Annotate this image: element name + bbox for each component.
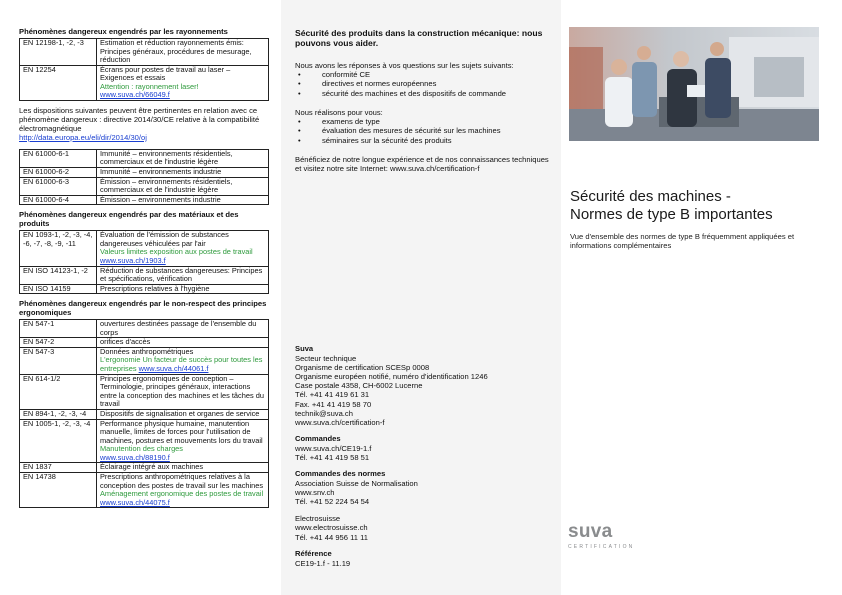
norm-link[interactable]: www.suva.ch/1903.f <box>100 255 166 265</box>
norm-text: orifices d'accès <box>97 338 269 348</box>
left-panel <box>0 0 281 595</box>
norm-code: EN ISO 14123-1, -2 <box>20 266 97 284</box>
section-title-radiation: Phénomènes dangereux engendrés par les rayonnements <box>19 27 228 36</box>
contact-block <box>295 345 553 568</box>
table-row <box>20 320 269 338</box>
radiation-table <box>19 38 269 101</box>
list-item: • séminaires sur la sécurité des produits <box>295 136 553 146</box>
norm-text: Éclairage intégré aux machines <box>97 463 269 473</box>
norm-text: Écrans pour postes de travail au laser – Exigences et essais <box>100 64 231 83</box>
electrosuisse-name: Electrosuisse <box>295 514 341 524</box>
norm-text: Émission – environnements résidentiels, commerciaux et de l'industrie légère <box>97 177 269 195</box>
norm-link[interactable]: www.suva.ch/66049.f <box>100 90 170 100</box>
materials-table <box>19 230 269 294</box>
norms-url[interactable]: www.snv.ch <box>295 488 335 498</box>
services-list <box>295 117 553 146</box>
norm-text: Dispositifs de signalisation et organes de service <box>97 409 269 419</box>
table-row <box>20 177 269 195</box>
norm-text: Prescriptions anthropométriques relatives à la conception des postes de travail sur les machines <box>100 471 264 490</box>
contact-website[interactable]: www.suva.ch/certification-f <box>295 417 385 427</box>
table-row <box>20 195 269 205</box>
norm-code: EN 61000-6-3 <box>20 177 97 195</box>
norm-note: Attention : rayonnement laser! <box>100 81 199 91</box>
ergonomics-table <box>19 319 269 508</box>
norm-text: Prescriptions relatives à l'hygiène <box>97 284 269 294</box>
norm-text: Performance physique humaine, manutention manuelle, limites de forces pour l'utilisation de machines, postures et mouvements lors du travail <box>100 418 263 445</box>
contact-line: Secteur technique <box>295 353 357 363</box>
norm-cell <box>97 419 269 463</box>
norm-cell <box>97 472 269 507</box>
right-panel <box>561 0 842 595</box>
table-row <box>20 167 269 177</box>
emc-table <box>19 149 269 205</box>
suva-title: Suva <box>295 344 314 353</box>
table-row <box>20 65 269 100</box>
service-heading: Sécurité des produits dans la construction mécanique: nous pouvons vous aider. <box>295 28 543 49</box>
norm-code: EN 14738 <box>20 472 97 507</box>
norm-code: EN 547-2 <box>20 338 97 348</box>
emc-paragraph <box>19 107 269 143</box>
norm-link[interactable]: www.suva.ch/44075.f <box>100 497 170 507</box>
norm-note: Valeurs limites exposition aux postes de travail <box>100 247 253 257</box>
list-item: • évaluation des mesures de sécurité sur les machines <box>295 126 553 136</box>
contact-phone: Tél. +41 41 419 61 31 <box>295 390 370 400</box>
table-row <box>20 338 269 348</box>
orders-url[interactable]: www.suva.ch/CE19-1.f <box>295 443 372 453</box>
norm-code: EN ISO 14159 <box>20 284 97 294</box>
table-row <box>20 472 269 507</box>
table-row <box>20 231 269 266</box>
norm-text: Évaluation de l'émission de substances dangereuses véhiculées par l'air <box>100 230 229 248</box>
middle-panel <box>281 0 561 595</box>
section-title-ergonomics: Phénomènes dangereux engendrés par le non-respect des principes ergonomiques <box>19 299 267 318</box>
contact-line: Organisme européen notifié, numéro d'identification 1246 <box>295 372 488 382</box>
reference-title: Référence <box>295 548 332 558</box>
norm-text: Données anthropométriques <box>100 346 194 356</box>
norm-note: Manutention des charges <box>100 444 183 454</box>
norm-code: EN 614-1/2 <box>20 374 97 409</box>
document-subtitle: Vue d'ensemble des normes de type B fréquemment appliquées et informations complémentaires <box>570 232 795 251</box>
list-item: • directives et normes européennes <box>295 79 553 89</box>
table-row <box>20 38 269 65</box>
topics-intro: Nous avons les réponses à vos questions sur les sujets suivants: <box>295 60 514 70</box>
logo-certification-label: CERTIFICATION <box>568 544 635 550</box>
norm-code: EN 547-1 <box>20 320 97 338</box>
topics-list <box>295 70 553 99</box>
norm-code: EN 12254 <box>20 65 97 100</box>
cover-photo <box>569 27 819 141</box>
list-item: • sécurité des machines et des dispositifs de commande <box>295 89 553 99</box>
table-row <box>20 409 269 419</box>
table-row <box>20 374 269 409</box>
table-row <box>20 149 269 167</box>
contact-email[interactable]: technik@suva.ch <box>295 408 353 418</box>
workshop-photo-illustration <box>569 27 819 141</box>
norm-code: EN 1093-1, -2, -3, -4, -6, -7, -8, -9, -11 <box>20 231 97 266</box>
orders-phone: Tél. +41 41 419 58 51 <box>295 452 370 462</box>
contact-fax: Fax. +41 41 419 58 70 <box>295 399 372 409</box>
title-line-2: Normes de type B importantes <box>570 206 773 223</box>
logo-wordmark: suva <box>568 521 613 542</box>
benefit-text: Bénéficiez de notre longue expérience et de nos connaissances techniques et visitez notre site Internet: www.suva.ch/certification-f <box>295 154 549 173</box>
norm-text: ouvertures destinées passage de l'ensemble du corps <box>97 320 269 338</box>
norm-link[interactable]: www.suva.ch/44061.f <box>138 364 209 374</box>
norm-text: Réduction de substances dangereuses: Principes et spécifications, vérification <box>97 266 269 284</box>
norm-text: Immunité – environnements résidentiels, commerciaux et de l'industrie légère <box>97 149 269 167</box>
document-title <box>570 188 830 224</box>
norms-orders-title: Commandes des normes <box>295 469 386 478</box>
norm-cell <box>97 65 269 100</box>
suva-logo <box>568 522 648 558</box>
norm-code: EN 61000-6-4 <box>20 195 97 205</box>
norm-text: Principes ergonomiques de conception – Terminologie, principes généraux, interactions entre la conception des machines et les tâches du travail <box>97 374 269 409</box>
norm-code: EN 547-3 <box>20 347 97 374</box>
norm-code: EN 1005-1, -2, -3, -4 <box>20 419 97 463</box>
orders-title: Commandes <box>295 433 341 443</box>
norm-cell <box>97 347 269 374</box>
middle-panel-content <box>295 28 553 173</box>
table-row <box>20 419 269 463</box>
norm-note: L'ergonomie Un facteur de succès pour toutes les entreprises <box>100 355 263 374</box>
norm-code: EN 61000-6-1 <box>20 149 97 167</box>
norm-text: Immunité – environnements industrie <box>97 167 269 177</box>
norm-text: Émission – environnements industrie <box>97 195 269 205</box>
norm-text: Estimation et réduction rayonnements émis: Principes généraux, procédures de mesurage, réduction <box>97 38 269 65</box>
list-item: • examens de type <box>295 117 553 127</box>
table-row <box>20 266 269 284</box>
norms-org: Association Suisse de Normalisation <box>295 478 418 488</box>
norm-link[interactable]: www.suva.ch/88190.f <box>100 452 170 462</box>
contact-line: Case postale 4358, CH-6002 Lucerne <box>295 381 423 391</box>
norm-cell <box>97 231 269 266</box>
norms-phone: Tél. +41 52 224 54 54 <box>295 497 370 507</box>
services-intro: Nous réalisons pour vous: <box>295 107 383 117</box>
norm-note: Aménagement ergonomique des postes de travail <box>100 489 264 499</box>
emc-paragraph-text: Les dispositions suivantes peuvent être pertinentes en relation avec ce phénomène dangereux : directive 2014/30/CE relative à la compatibilité électromagnétique <box>19 106 260 133</box>
table-row <box>20 347 269 374</box>
emc-directive-link[interactable]: http://data.europa.eu/eli/dir/2014/30/oj <box>19 132 147 142</box>
norm-code: EN 12198-1, -2, -3 <box>20 38 97 65</box>
left-panel-content <box>19 28 269 514</box>
electrosuisse-url[interactable]: www.electrosuisse.ch <box>295 523 368 533</box>
norm-code: EN 1837 <box>20 463 97 473</box>
list-item: • conformité CE <box>295 70 553 80</box>
section-title-materials: Phénomènes dangereux engendrés par des matériaux et des produits <box>19 210 239 229</box>
title-line-1: Sécurité des machines - <box>570 188 731 205</box>
table-row <box>20 284 269 294</box>
norm-code: EN 61000-6-2 <box>20 167 97 177</box>
reference-value: CE19-1.f - 11.19 <box>295 558 351 568</box>
contact-line: Organisme de certification SCESp 0008 <box>295 363 430 373</box>
electrosuisse-phone: Tél. +41 44 956 11 11 <box>295 532 368 542</box>
norm-code: EN 894-1, -2, -3, -4 <box>20 409 97 419</box>
